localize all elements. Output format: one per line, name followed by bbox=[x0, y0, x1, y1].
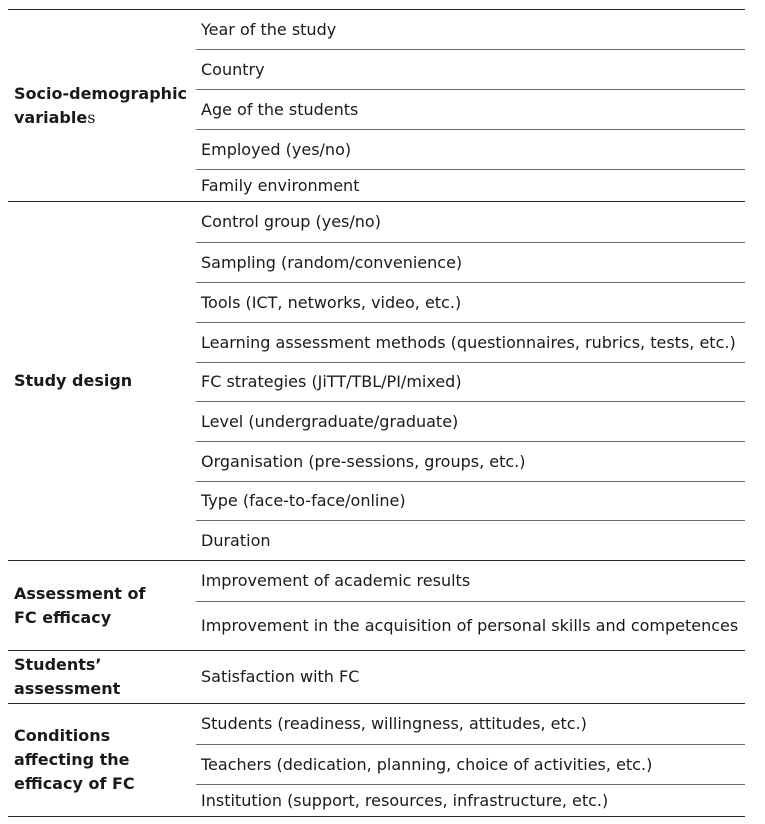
group-socio-demographic bbox=[8, 9, 745, 201]
table-row: Control group (yes/no) bbox=[201, 212, 381, 231]
table-row: Tools (ICT, networks, video, etc.) bbox=[196, 282, 745, 322]
table-row: Sampling (random/convenience) bbox=[196, 242, 745, 282]
table-row: Institution (support, resources, infrastructure, etc.) bbox=[196, 784, 745, 816]
variables-table bbox=[8, 9, 745, 817]
group-label-text: Socio-demographic variable bbox=[14, 83, 188, 127]
table-row: Teachers (dedication, planning, choice of activities, etc.) bbox=[196, 744, 745, 784]
group-assessment-efficacy bbox=[8, 560, 745, 650]
table-row: Improvement of academic results bbox=[201, 571, 471, 590]
group-label-text: Students’ assessment bbox=[14, 655, 121, 698]
table-row: Organisation (pre-sessions, groups, etc.) bbox=[196, 441, 745, 481]
group-label-text: Assessment of FC efficacy bbox=[14, 583, 146, 627]
table-row: Students (readiness, willingness, attitudes, etc.) bbox=[201, 714, 587, 733]
table-row: Age of the students bbox=[196, 89, 745, 129]
table-row: Family environment bbox=[196, 169, 745, 201]
table-row: FC strategies (JiTT/TBL/PI/mixed) bbox=[196, 362, 745, 401]
group-label-text: Conditions affecting the efficacy of FC bbox=[14, 726, 135, 793]
table-row: Level (undergraduate/graduate) bbox=[196, 401, 745, 441]
group-conditions bbox=[8, 703, 745, 817]
table-row: Satisfaction with FC bbox=[201, 667, 360, 686]
table-row: Improvement in the acquisition of personal skills and competences bbox=[196, 601, 745, 650]
group-label-text: Study design bbox=[14, 371, 133, 390]
group-label bbox=[14, 10, 194, 201]
group-study-design bbox=[8, 201, 745, 560]
table-row: Country bbox=[196, 49, 745, 89]
table-row: Duration bbox=[196, 520, 745, 560]
group-label bbox=[14, 202, 194, 560]
group-label bbox=[14, 704, 194, 816]
table-row: Employed (yes/no) bbox=[196, 129, 745, 169]
table-row: Type (face-to-face/online) bbox=[196, 481, 745, 520]
table-row: Year of the study bbox=[201, 19, 337, 39]
group-label bbox=[14, 561, 194, 650]
group-label bbox=[14, 651, 194, 703]
group-students-assessment bbox=[8, 650, 745, 703]
group-label-suffix: s bbox=[87, 107, 96, 127]
table-row: Learning assessment methods (questionnaires, rubrics, tests, etc.) bbox=[196, 322, 745, 362]
